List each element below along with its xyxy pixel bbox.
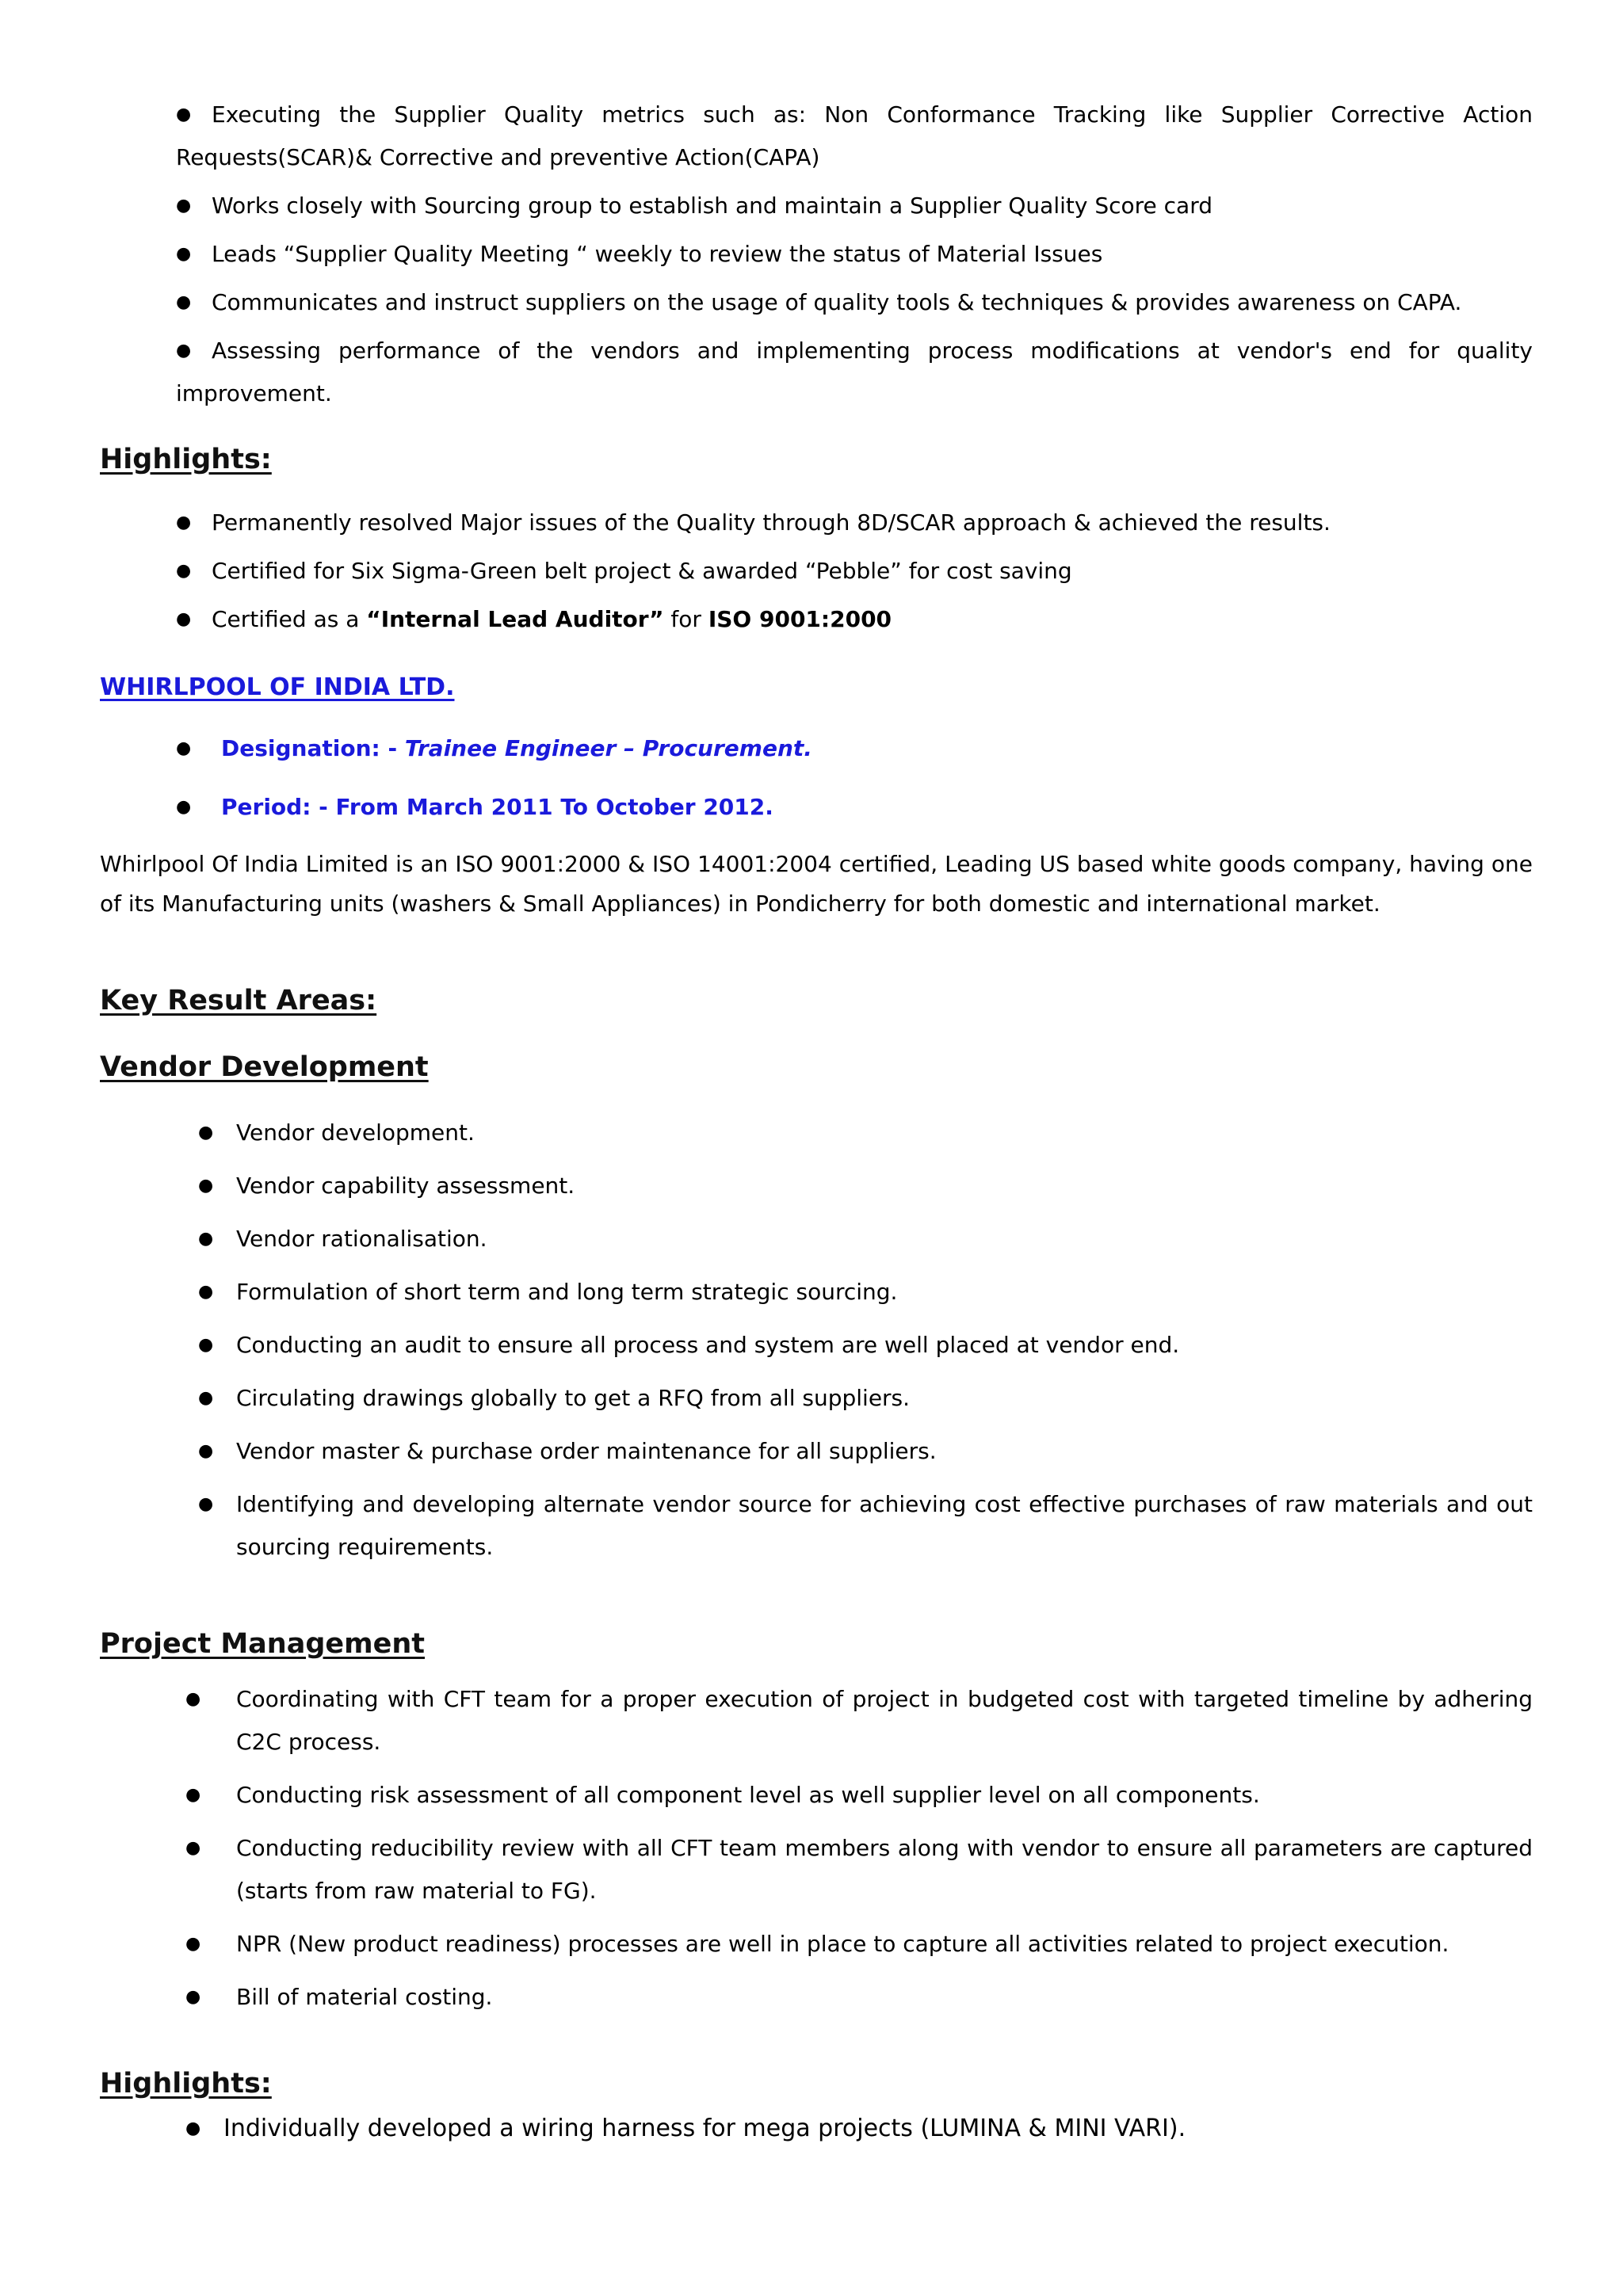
bullet-icon: ●: [176, 341, 192, 360]
bullet-icon: ●: [198, 1441, 214, 1461]
iso-standard: ISO 9001:2000: [708, 606, 892, 632]
list-item: ● Assessing performance of the vendors and implementing process modifications at vendor's end for quality improvement.: [176, 330, 1533, 415]
list-item: ● Conducting an audit to ensure all process and system are well placed at vendor end.: [198, 1324, 1533, 1367]
bullet-icon: ●: [176, 292, 192, 312]
list-item: ● Works closely with Sourcing group to establish and maintain a Supplier Quality Score card: [176, 185, 1533, 227]
kra-heading: Key Result Areas:: [100, 985, 377, 1016]
bullet-icon: ●: [185, 1934, 201, 1954]
bullet-icon: ●: [176, 513, 192, 532]
list-item: ● Communicates and instruct suppliers on the usage of quality tools & techniques & provides awareness on CAPA.: [176, 281, 1533, 324]
bullet-icon: ●: [185, 1838, 201, 1858]
resume-page: ● Executing the Supplier Quality metrics such as: Non Conformance Tracking like Supplier Corrective Action Requests(SCAR)& Corrective and preventive Action(CAPA) ● Works closely with Sourcing group to establish and maintain a Supplier Quality Score card ● Leads “Supplier Quality Meeting “ weekly to review the status of Material Issues ● Communicates and instruct suppliers on the usage of quality tools & techniques & provides awareness on CAPA. ● Assessing performance of the vendors and implementing process modifications at vendor's end for quality improvement. Highlights: ● Permanently resolved Major issues of the Quality through 8D/SCAR approach & achieved the results. ● Certified for Six Sigma-Green belt project & awarded “Pebble” for cost saving ● Certified as a “Internal Lead Auditor” for ISO 9001:2000 WHIRLPOOL OF INDIA LTD. ● Designation: - Trainee Engineer – Procurement. ● Period: - From March 2011 To October 2012. Whirlpool Of India Limited is an ISO 9001:2000 & ISO 14001:2004 certified, Leading US based white goods company, having one of its Manufacturing units (washers & Small Appliances) in Pondicherry for both domestic and international market. Key Result Areas: Vendor Development ● Vendor development. ● Vendor capability assessment. ● Vendor rationalisation. ● Formulation of short term and long term strategic sourcing. ● Conducting an audit to ensure all process and system are well placed at vendor end. ● Circulating drawings globally to get a RFQ from all suppliers. ● Vendor master & purchase order maintenance for all suppliers. ● Identifying and developing alternate vendor source for achieving cost effective purchases of raw materials and out sourcing requirements. Project Management ● Coordinating with CFT team for a proper execution of project in budgeted cost with targeted timeline by adhering C2C process. ● Conducting risk assessment of all component level as well supplier level on all components. ● Conducting reducibility review with all CFT team members along with vendor to ensure all parameters are captured (starts from raw material to FG). ● NPR (New product readiness) processes are well in place to capture all activities related to project execution. ● Bill of material costing. Highlights: ● Individually developed a wiring harness for mega projects (LUMINA & MINI VARI).: [0, 0, 1623, 2296]
vendor-development-list: [198, 1112, 1533, 1579]
list-item: ● Circulating drawings globally to get a RFQ from all suppliers.: [198, 1377, 1533, 1420]
list-item: ● NPR (New product readiness) processes are well in place to capture all activities related to project execution.: [185, 1923, 1533, 1966]
bullet-icon: ●: [176, 561, 192, 581]
bullet-icon: ●: [198, 1282, 214, 1302]
company-description: Whirlpool Of India Limited is an ISO 9001:2000 & ISO 14001:2004 certified, Leading US based white goods company, having one of its Manufacturing units (washers & Small Appliances) in Pondicherry for both domestic and international market.: [100, 851, 1533, 917]
bullet-icon: ●: [176, 196, 192, 215]
list-item: ● Individually developed a wiring harness for mega projects (LUMINA & MINI VARI).: [185, 2107, 1533, 2150]
responsibilities-list: [176, 93, 1533, 421]
bullet-icon: ●: [198, 1123, 214, 1142]
bullet-icon: ●: [198, 1388, 214, 1408]
list-item: ● Certified for Six Sigma-Green belt project & awarded “Pebble” for cost saving: [176, 550, 1533, 593]
bullet-icon: ●: [176, 105, 192, 124]
highlights-heading: Highlights:: [100, 444, 272, 475]
list-item: ● Identifying and developing alternate vendor source for achieving cost effective purchases of raw materials and out sourcing requirements.: [198, 1483, 1533, 1569]
bullet-icon: ●: [198, 1335, 214, 1355]
list-item: ● Formulation of short term and long term strategic sourcing.: [198, 1271, 1533, 1314]
bullet-icon: ●: [198, 1176, 214, 1196]
bullet-icon: ●: [198, 1494, 214, 1514]
bullet-icon: ●: [185, 1689, 201, 1709]
list-item: ● Certified as a “Internal Lead Auditor” for ISO 9001:2000: [176, 598, 1533, 641]
list-item: ● Conducting risk assessment of all component level as well supplier level on all components.: [185, 1774, 1533, 1817]
highlights-list-2: [185, 2107, 1533, 2150]
list-item: ● Coordinating with CFT team for a proper execution of project in budgeted cost with targeted timeline by adhering C2C process.: [185, 1678, 1533, 1764]
bullet-icon: ●: [176, 609, 192, 629]
list-item: ● Conducting reducibility review with all CFT team members along with vendor to ensure all parameters are captured (starts from raw material to FG).: [185, 1827, 1533, 1913]
list-item: ● Bill of material costing.: [185, 1976, 1533, 2019]
bullet-icon: ●: [198, 1229, 214, 1249]
highlights-heading-2: Highlights:: [100, 2068, 272, 2100]
list-item: ● Vendor capability assessment.: [198, 1165, 1533, 1207]
bullet-icon: ●: [185, 1987, 201, 2007]
list-item: ● Vendor master & purchase order maintenance for all suppliers.: [198, 1430, 1533, 1473]
bullet-icon: ●: [176, 797, 192, 817]
bullet-icon: ●: [185, 2119, 201, 2138]
vendor-development-heading: Vendor Development: [100, 1051, 429, 1083]
designation-value: Trainee Engineer – Procurement.: [404, 735, 812, 761]
company-name: WHIRLPOOL OF INDIA LTD.: [100, 673, 455, 701]
list-item: ● Leads “Supplier Quality Meeting “ weekly to review the status of Material Issues: [176, 233, 1533, 276]
auditor-title: “Internal Lead Auditor”: [366, 606, 664, 632]
bullet-icon: ●: [176, 244, 192, 264]
list-item: ● Executing the Supplier Quality metrics such as: Non Conformance Tracking like Supplier Corrective Action Requests(SCAR)& Corrective and preventive Action(CAPA): [176, 93, 1533, 179]
project-management-heading: Project Management: [100, 1628, 425, 1660]
highlights-list: [176, 502, 1533, 646]
list-item: ● Vendor development.: [198, 1112, 1533, 1154]
list-item: ● Permanently resolved Major issues of the Quality through 8D/SCAR approach & achieved the results.: [176, 502, 1533, 544]
list-item: ● Vendor rationalisation.: [198, 1218, 1533, 1261]
project-management-list: [185, 1678, 1533, 2029]
bullet-icon: ●: [176, 738, 192, 758]
bullet-icon: ●: [185, 1785, 201, 1805]
